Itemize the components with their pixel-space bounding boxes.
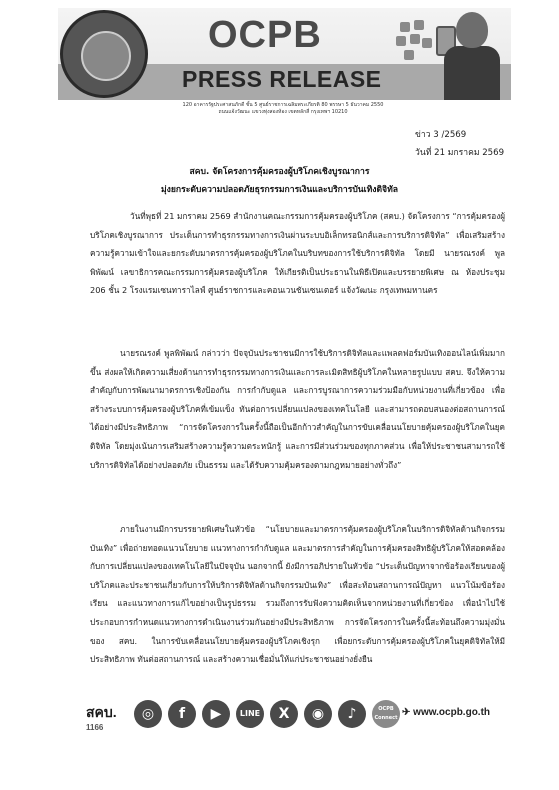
brand-title: OCPB [208, 14, 322, 56]
ocpb-connect-label: OCPB Connect [374, 706, 398, 721]
ocpb-connect-icon[interactable] [372, 700, 400, 728]
instagram-icon[interactable]: ◉ [304, 700, 332, 728]
hotline-logo-text: สคบ. [86, 704, 117, 720]
x-icon[interactable]: X [270, 700, 298, 728]
paragraph-3: ภายในงานมีการบรรยายพิเศษในหัวข้อ “นโยบายและมาตรการคุ้มครองผู้บริโภคในบริการดิจิทัลด้านกิจกรรมบันเทิง” เพื่อถ่ายทอดแนวนโยบาย แนวทางการกำกับดูแล และมาตรการสำคัญในการคุ้มครองสิทธิผู้บริโภคให้สอดคล้องกับการเปลี่ยนแปลงของเทคโนโลยีในปัจจุบัน นอกจากนี้ ยังมีการอภิปรายในหัวข้อ “ประเด็นปัญหาจากข้อร้องเรียนของผู้บริโภคและประชาชนเกี่ยวกับการให้บริการดิจิทัลด้านกิจกรรมบันเทิง” เพื่อสะท้อนสถานการณ์ปัญหา แนวโน้มข้อร้องเรียน และแนวทางการแก้ไขอย่างเป็นรูปธรรม รวมถึงการรับฟังความคิดเห็นจากหน่วยงานที่เกี่ยวข้อง เพื่อนำไปใช้ประกอบการกำหนดแนวทางการดำเนินงานร่วมกันอย่างมีประสิทธิภาพ การจัดโครงการในครั้งนี้สะท้อนถึงความมุ่งมั่นของ สคบ. ในการขับเคลื่อนนโยบายคุ้มครองผู้บริโภคเชิงรุก เพื่อยกระดับการคุ้มครองผู้บริโภคในยุคดิจิทัลให้มีประสิทธิภาพ ทันต่อสถานการณ์ และสร้างความเชื่อมั่นให้แก่ประชาชนอย่างยั่งยืน [90, 524, 505, 665]
press-release-title: PRESS RELEASE [182, 66, 382, 92]
youtube-icon[interactable]: ▶ [202, 700, 230, 728]
globe-icon: ✈ [402, 707, 414, 718]
headline-line-1: สคบ. จัดโครงการคุ้มครองผู้บริโภคเชิงบูรณาการ [189, 167, 370, 177]
address-line-1: 120 อาคารรัฐประศาสนภักดี ชั้น 5 ศูนย์ราชการเฉลิมพระเกียรติ 80 พรรษา 5 ธันวาคม 2550 [182, 102, 384, 108]
address-line-2: ถนนแจ้งวัฒนะ แขวงทุ่งสองห้อง เขตหลักสี่ กรุงเทพฯ 10210 [218, 109, 348, 115]
website-url: www.ocpb.go.th [413, 707, 491, 718]
hotline-number: 1166 [86, 723, 104, 732]
ocpb-seal-icon [60, 10, 148, 98]
line-icon[interactable]: LINE [236, 700, 264, 728]
office-address [118, 102, 448, 116]
ocpb-hotline-logo [86, 702, 117, 732]
paragraph-1: วันที่พุธที่ 21 มกราคม 2569 สำนักงานคณะกรรมการคุ้มครองผู้บริโภค (สคบ.) จัดโครงการ “การคุ้มครองผู้บริโภคเชิงบูรณาการ ประเด็นการทำธุรกรรมทางการเงินผ่านระบบอิเล็กทรอนิกส์และการบริการดิจิทัล” เพื่อเสริมสร้างความรู้ความเข้าใจและยกระดับมาตรการคุ้มครองผู้บริโภคในบริบทของการใช้บริการดิจิทัล โดยมี นายรณรงค์ พูลพิพัฒน์ เลขาธิการคณะกรรมการคุ้มครองผู้บริโภค ให้เกียรติเป็นประธานในพิธีเปิดและบรรยายพิเศษ ณ ห้องประชุม 206 ชั้น 2 โรงแรมเซนทาราไลฟ์ ศูนย์ราชการและคอนเวนชันเซนเตอร์ แจ้งวัฒนะ กรุงเทพมหานคร [90, 211, 505, 296]
mascot-illustration [436, 8, 506, 100]
header-banner [58, 8, 511, 100]
headline-line-2: มุ่งยกระดับความปลอดภัยธุรกรรมการเงินและบริการบันเทิงดิจิทัล [160, 185, 399, 195]
website-link[interactable] [402, 707, 490, 718]
ocpb-app-icon[interactable]: ◎ [134, 700, 162, 728]
social-media-cluster-icon [396, 20, 436, 64]
facebook-icon[interactable]: f [168, 700, 196, 728]
tiktok-icon[interactable]: ♪ [338, 700, 366, 728]
paragraph-2: นายรณรงค์ พูลพิพัฒน์ กล่าวว่า ปัจจุบันประชาชนมีการใช้บริการดิจิทัลและแพลตฟอร์มบันเทิงออนไลน์เพิ่มมากขึ้น ส่งผลให้เกิดความเสี่ยงด้านการทำธุรกรรมทางการเงินและการละเมิดสิทธิผู้บริโภคในหลายรูปแบบ สคบ. จึงให้ความสำคัญกับการพัฒนามาตรการเชิงป้องกัน การกำกับดูแล และการบูรณาการความร่วมมือกับหน่วยงานที่เกี่ยวข้อง เพื่อสร้างระบบการคุ้มครองผู้บริโภคที่เข้มแข็ง ทันต่อการเปลี่ยนแปลงของเทคโนโลยี และสามารถตอบสนองต่อสถานการณ์ได้อย่างมีประสิทธิภาพ “การจัดโครงการในครั้งนี้ถือเป็นอีกก้าวสำคัญในการขับเคลื่อนนโยบายคุ้มครองผู้บริโภคในยุคดิจิทัล โดยมุ่งเน้นการเสริมสร้างความรู้ความตระหนักรู้ และการมีส่วนร่วมของทุกภาคส่วน เพื่อให้ประชาชนสามารถใช้บริการดิจิทัลได้อย่างปลอดภัย เป็นธรรม และได้รับความคุ้มครองตามกฎหมายอย่างทั่วถึง” [90, 348, 505, 470]
footer-social-bar [82, 694, 492, 734]
news-number: ข่าว 3 /2569 [415, 130, 467, 140]
release-date: วันที่ 21 มกราคม 2569 [415, 148, 505, 158]
